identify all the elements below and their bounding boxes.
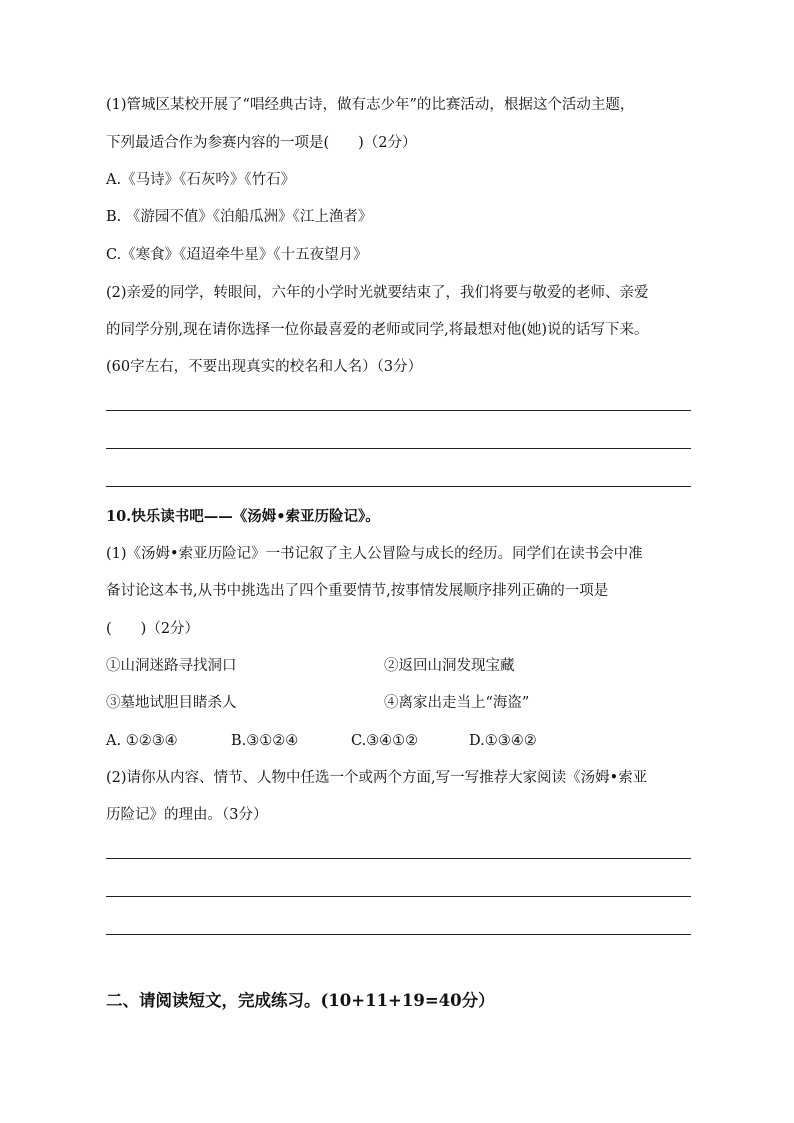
q10-event-3: ③墓地试胆目睹杀人	[106, 695, 237, 711]
q10-choice-c: C.③④①②	[351, 733, 419, 749]
answer-line	[106, 410, 691, 411]
q9-option-b: B. 《游园不值》《泊船瓜洲》《江上渔者》	[106, 209, 373, 225]
q9-option-a: A.《马诗》《石灰吟》《竹石》	[106, 172, 296, 188]
q9-part1-line1: (1)管城区某校开展了“唱经典古诗，做有志少年”的比赛活动，根据这个活动主题，	[106, 97, 635, 113]
answer-line	[106, 858, 691, 859]
answer-line	[106, 934, 691, 935]
q9-option-c: C.《寒食》《迢迢牵牛星》《十五夜望月》	[106, 247, 368, 263]
q10-choice-a: A. ①②③④	[106, 733, 178, 749]
q10-title: 10.快乐读书吧——《汤姆•索亚历险记》。	[106, 508, 380, 525]
q10-event-4: ④离家出走当上“海盗”	[384, 695, 530, 711]
q10-part1-line1: (1)《汤姆•索亚历险记》一书记叙了主人公冒险与成长的经历。同学们在读书会中准	[106, 546, 643, 562]
section-2-heading: 二、请阅读短文，完成练习。(10+11+19=40分）	[106, 991, 495, 1010]
q10-event-2: ②返回山洞发现宝藏	[384, 658, 515, 674]
q9-part2-line1: (2)亲爱的同学，转眼间，六年的小学时光就要结束了，我们将要与敬爱的老师、亲爱	[106, 285, 649, 301]
q10-choice-d: D.①③④②	[469, 733, 537, 749]
q9-part2-line3: (60字左右，不要出现真实的校名和人名）（3分）	[106, 359, 423, 375]
q10-event-1: ①山洞迷路寻找洞口	[106, 658, 237, 674]
answer-line	[106, 896, 691, 897]
q10-part1-line3: ( )（2分）	[106, 621, 200, 637]
answer-line	[106, 448, 691, 449]
q10-part2-line1: (2)请你从内容、情节、人物中任选一个或两个方面,写一写推荐大家阅读《汤姆•索亚	[106, 770, 648, 786]
q10-part2-line2: 历险记》的理由。（3分）	[106, 807, 268, 823]
q9-part2-line2: 的同学分别,现在请你选择一位你最喜爱的老师或同学,将最想对他(她)说的话写下来。	[106, 322, 649, 338]
q9-part1-line2: 下列最适合作为参赛内容的一项是( )（2分）	[106, 135, 417, 151]
answer-line	[106, 486, 691, 487]
q10-choice-b: B.③①②④	[231, 733, 299, 749]
q10-part1-line2: 备讨论这本书,从书中挑选出了四个重要情节,按事情发展顺序排列正确的一项是	[106, 583, 609, 599]
